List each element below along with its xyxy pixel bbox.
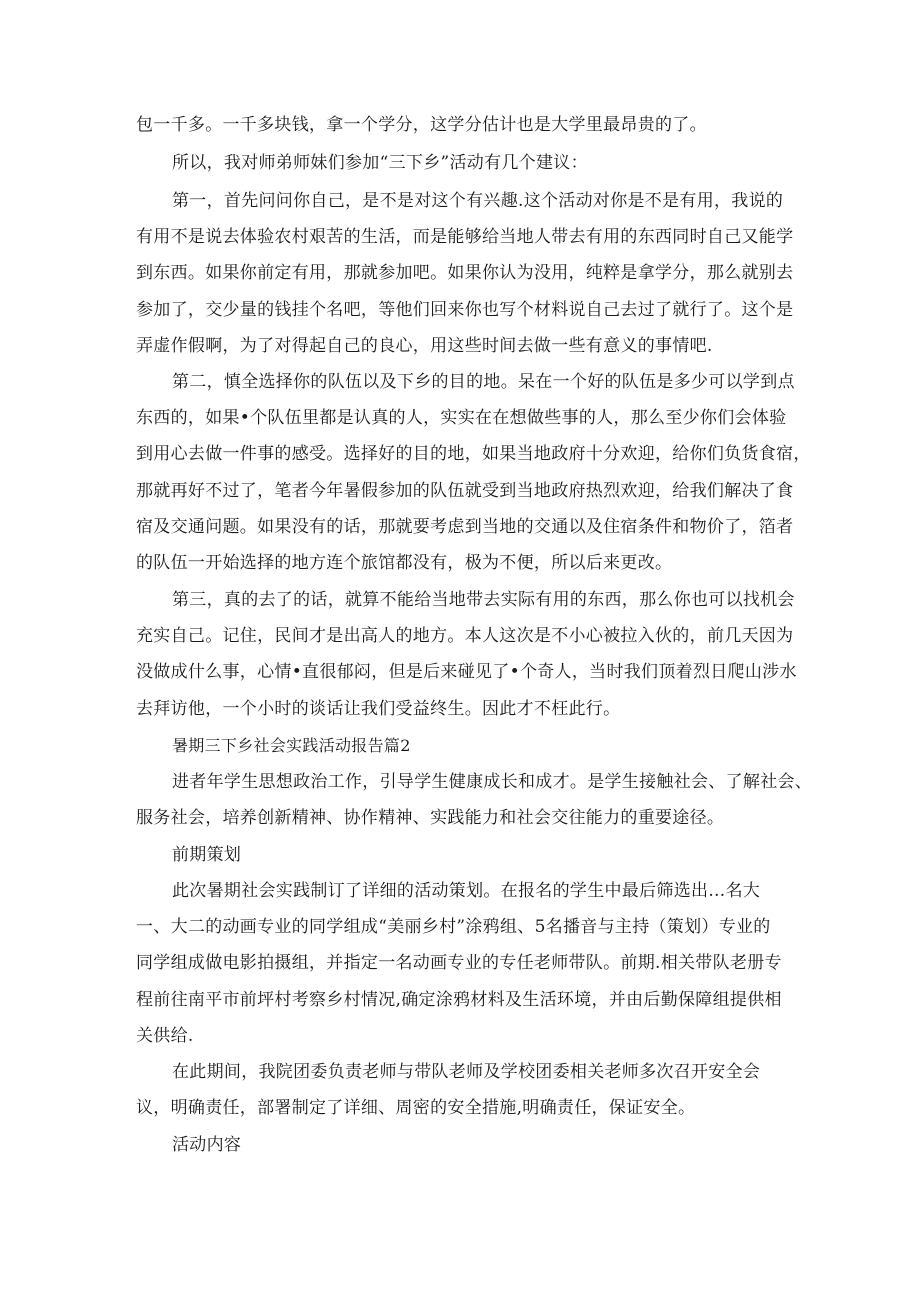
text-line: 在此期间，我院团委负责老师与带队老师及学校团委相关老师多次召开安全会	[172, 1062, 761, 1082]
text-line: 第一，首先问问你自己，是不是对这个有兴趣.这个活动对你是不是有用，我说的	[172, 191, 784, 211]
text-line: 包一千多。一千多块钱，拿一个学分，这学分估计也是大学里最昂贵的了。	[136, 115, 707, 135]
text-line: 程前往南平市前坪村考察乡村情况,确定涂鸦材料及生活环境，并由后勤保障组提供相	[136, 989, 782, 1010]
text-line: 活动内容	[172, 1135, 242, 1155]
text-line: 同学组成做电影拍摄组，并指定一名动画专业的专任老师带队。前期.相关带队老册专	[136, 953, 782, 974]
section-heading	[136, 728, 796, 764]
text-line: 此次暑期社会实践制订了详细的活动策划。在报名的学生中最后筛选出…名大	[172, 881, 761, 901]
text-line: 所以，我对师弟师妹们参加“三下乡”活动有几个建议：	[172, 153, 588, 173]
subheading-activities	[136, 1127, 796, 1163]
paragraph-6	[136, 764, 813, 836]
text-line: 一、大二的动画专业的同学组成“美丽乡村”涂鸦组、5名播音与主持（策划）专业的	[136, 917, 771, 938]
text-line: 的队伍一开始选择的地方连个旅馆都没有，极为不便，所以后来更改。	[136, 553, 673, 574]
paragraph-8	[136, 1054, 796, 1126]
text-line: 充实自己。记住，民间才是出高人的地方。本人这次是不小心被拉入伙的，前几天因为	[136, 626, 794, 647]
text-line: 弄虚作假啊，为了对得起自己的良心，用这些时间去做一些有意义的事情吧.	[136, 335, 713, 356]
text-line: 第二，慎全选择你的队伍以及下乡的目的地。呆在一个好的队伍是多少可以学到点	[172, 372, 795, 392]
subheading-planning	[136, 837, 796, 873]
text-line: 服务社会，培养创新精神、协作精神、实践能力和社会交往能力的重要途径。	[136, 808, 725, 829]
text-line: 有用不是说去体验农村艰苦的生活，而是能够给当地人带去有用的东西同时自己又能学	[136, 227, 794, 248]
text-line: 前期策划	[172, 845, 242, 865]
paragraph-2	[136, 145, 796, 181]
text-line: 进者年学生思想政治工作，引导学生健康成长和成才。是学生接触社会、了解社会、	[172, 772, 813, 792]
paragraph-3	[136, 183, 796, 364]
text-line: 东西的，如果•个队伍里都是认真的人，实实在在想做些事的人，那么至少你们会体验	[136, 408, 787, 429]
paragraph-5	[136, 582, 796, 727]
text-line: 到用心去做一件事的感受。选择好的目的地，如果当地政府十分欢迎，给你们负货食宿，	[136, 444, 811, 465]
paragraph-4	[136, 364, 811, 581]
text-line: 议，明确责任，部署制定了详细、周密的安全措施,明确责任，保证安全。	[136, 1098, 696, 1119]
text-line: 参加了，交少量的钱挂个名吧，等他们回来你也写个材料说自己去过了就行了。这个是	[136, 299, 794, 320]
text-line: 暑期三下乡社会实践活动报告篇2	[172, 736, 411, 755]
paragraph-7	[136, 873, 796, 1054]
text-line: 到东西。如果你前定有用，那就参加吧。如果你认为没用，纯粹是拿学分，那么就别去	[136, 263, 794, 284]
paragraph-1	[136, 107, 796, 143]
text-line: 没做成什么事，心情•直很郁闷，但是后来碰见了•个奇人，当时我们顶着烈日爬山涉水	[136, 662, 797, 683]
text-line: 那就再好不过了，笔者今年暑假参加的队伍就受到当地政府热烈欢迎，给我们解决了食	[136, 480, 794, 501]
text-line: 去拜访他，一个小时的谈话让我们受益终生。因此才不枉此行。	[136, 698, 621, 719]
text-line: 第三，真的去了的话，就算不能给当地带去实际有用的东西，那么你也可以找机会	[172, 590, 795, 610]
text-line: 关供给.	[136, 1025, 194, 1046]
text-line: 宿及交通问题。如果没有的话，那就要考虑到当地的交通以及住宿条件和物价了，箔者	[136, 516, 794, 537]
